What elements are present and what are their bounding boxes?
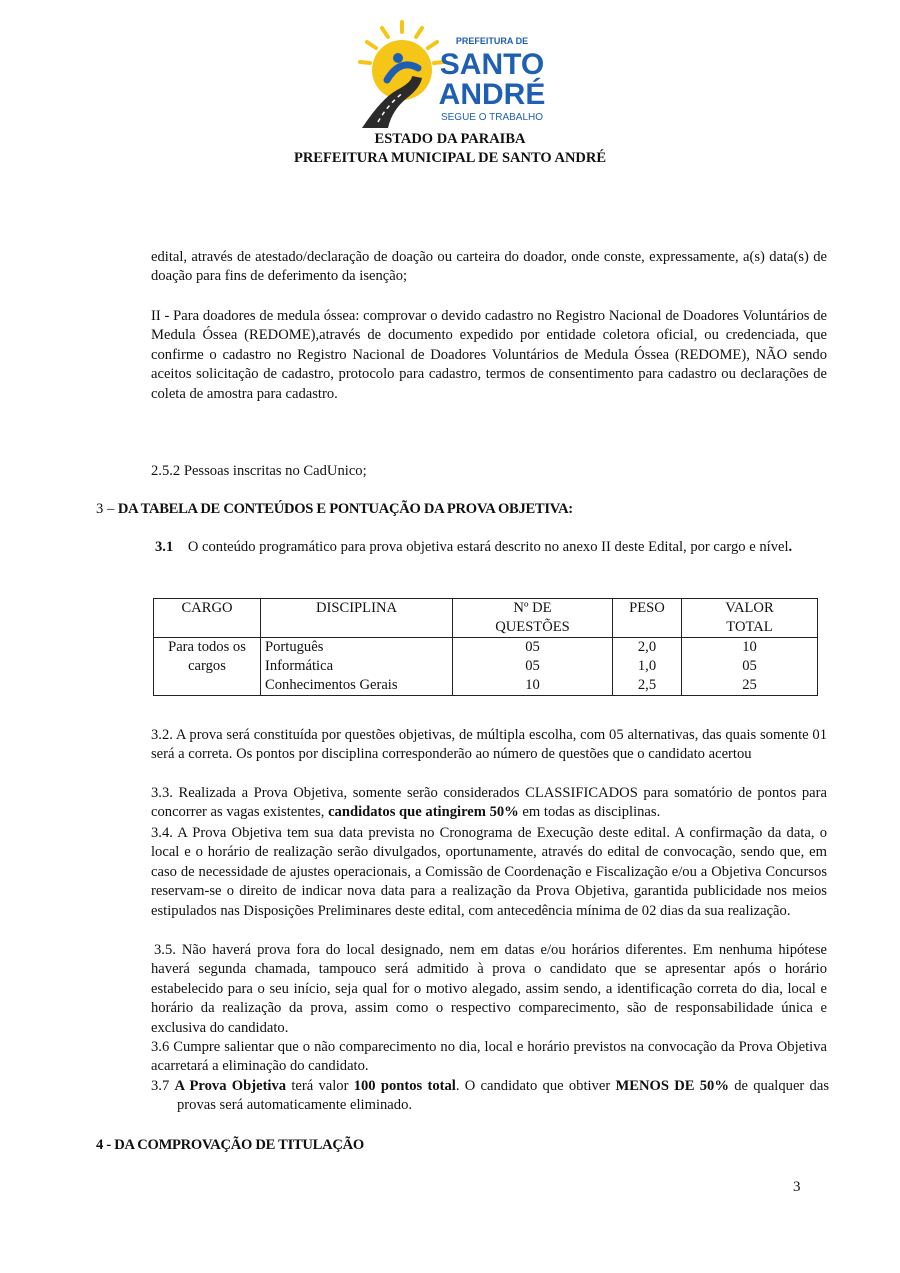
header-questoes-line2: QUESTÕES	[495, 619, 570, 635]
item-3-7-bold-e: MENOS DE 50%	[615, 1078, 729, 1094]
peso-2: 1,0	[637, 658, 657, 674]
paragraph-bone-marrow: II - Para doadores de medula óssea: comprovar o devido cadastro no Registro Nacional de Doadores Voluntários de Medula Óssea (REDOME),através de documento expedido por entidade coletora oficial, ou credenciada, que confirme o cadastro no Registro Nacional de Doadores Voluntários de Medula Óssea (REDOME), NÃO sendo aceitos solicitação de cadastro, protocolo para cadastro, termos de consentimento para cadastro ou declarações de coleta de amostra para cadastro.	[151, 308, 827, 402]
logo-slogan: SEGUE O TRABALHO	[440, 112, 544, 123]
disciplina-2: Informática	[265, 658, 334, 674]
item-3-7-bold-a: A Prova Objetiva	[174, 1078, 287, 1094]
logo-name-line2: ANDRÉ	[438, 78, 546, 111]
item-3-3-end: em todas as disciplinas.	[518, 804, 661, 821]
item-3-1	[155, 538, 827, 557]
header-valor-line1: VALOR	[725, 600, 774, 616]
section-3-heading	[96, 500, 573, 519]
table-row	[154, 638, 818, 696]
paragraph-donation-proof: edital, através de atestado/declaração de doação ou carteira do doador, onde conste, expressamente, a(s) data(s) de doação para fins de deferimento da isenção;	[151, 249, 827, 285]
cell-valor	[682, 638, 818, 696]
header-disciplina: DISCIPLINA	[261, 599, 453, 638]
page-number: 3	[793, 1179, 801, 1195]
valor-2: 05	[742, 658, 757, 674]
section-4-heading	[96, 1136, 364, 1155]
item-3-1-number: 3.1	[155, 539, 174, 555]
valor-3: 25	[742, 677, 757, 693]
peso-1: 2,0	[637, 639, 657, 655]
section-3-title: DA TABELA DE CONTEÚDOS E PONTUAÇÃO DA PROVA OBJETIVA:	[117, 501, 573, 517]
item-3-4: 3.4. A Prova Objetiva tem sua data prevista no Cronograma de Execução deste edital. A confirmação da data, o local e o horário de realização serão divulgados, oportunamente, através do edital de convocação, sendo que, em caso de necessidade de ajustes operacionais, a Comissão de Coordenação e Fiscalização e/ou a Objetiva Concursos reservam-se o direito de indicar nova data para a realização da Prova Objetiva, garantida publicidade nos meios estipulados nas Disposições Preliminares deste edital, com antecedência mínima de 02 dias da sua realização.	[151, 825, 827, 919]
table-header-row	[154, 599, 818, 638]
item-3-5: 3.5. Não haverá prova fora do local designado, nem em datas e/ou horários diferentes. Em nenhuma hipótese haverá segunda chamada, tampouco será admitido à prova o candidato que se apresentar após o horário estabelecido para o seu início, seja qual for o motivo alegado, assim sendo, a identificação correta do dia, local e horário da realização da prova, assim como o respectivo comparecimento, são de responsabilidade única e exclusiva do candidato.	[151, 942, 827, 1036]
item-3-7	[151, 1077, 829, 1116]
item-3-1-text: O conteúdo programático para prova objetiva estará descrito no anexo II deste Edital, por cargo e nível	[187, 539, 789, 555]
city-hall-header: PREFEITURA MUNICIPAL DE SANTO ANDRÉ	[293, 150, 607, 166]
header-questoes	[453, 599, 613, 638]
item-3-2: 3.2. A prova será constituída por questões objetivas, de múltipla escolha, com 05 alternativas, das quais somente 01 será a correta. Os pontos por disciplina corresponderão ao número de questões que o candidato acertou	[151, 727, 827, 763]
logo-top-text: PREFEITURA DE	[455, 36, 529, 46]
header-valor	[682, 599, 818, 638]
santo-andre-logo	[352, 18, 562, 130]
item-3-3-text: 3.3. Realizada a Prova Objetiva, somente serão considerados CLASSIFICADOS para somatório de pontos para concorrer as vagas existentes,	[151, 785, 827, 821]
header-questoes-line1: Nº DE	[513, 600, 552, 616]
item-3-3	[151, 784, 827, 823]
header-peso: PESO	[613, 599, 682, 638]
questoes-2: 05	[525, 658, 540, 674]
cell-cargo: Para todos os cargos	[154, 638, 261, 696]
item-3-7-text-d: . O candidato que obtiver	[455, 1078, 616, 1094]
peso-3: 2,5	[637, 677, 657, 693]
item-3-7-number: 3.7	[151, 1078, 175, 1094]
questoes-1: 05	[525, 639, 540, 655]
item-3-7-text-b: terá valor	[286, 1078, 354, 1094]
header-cargo: CARGO	[154, 599, 261, 638]
valor-1: 10	[742, 639, 757, 655]
item-3-7-text-f: de qualquer das provas será automaticamente eliminado.	[177, 1078, 830, 1114]
cell-disciplinas	[261, 638, 453, 696]
item-3-3-bold: candidatos que atingirem 50%	[328, 804, 519, 821]
item-3-1-end: .	[788, 539, 793, 555]
scoring-table	[153, 598, 818, 696]
questoes-3: 10	[525, 677, 540, 693]
cell-questoes	[453, 638, 613, 696]
disciplina-1: Português	[265, 639, 324, 655]
cell-peso	[613, 638, 682, 696]
item-3-7-bold-c: 100 pontos total	[353, 1078, 456, 1094]
paragraph-cadunico: 2.5.2 Pessoas inscritas no CadUnico;	[151, 463, 367, 479]
disciplina-3: Conhecimentos Gerais	[265, 677, 398, 693]
section-4-title: 4 - DA COMPROVAÇÃO DE TITULAÇÃO	[96, 1137, 364, 1153]
item-3-6: 3.6 Cumpre salientar que o não comparecimento no dia, local e horário previstos na convocação da Prova Objetiva acarretará a eliminação do candidato.	[151, 1039, 827, 1075]
section-3-prefix: 3 –	[96, 501, 118, 517]
state-header: ESTADO DA PARAIBA	[374, 131, 526, 147]
logo-name-line1: SANTO	[439, 48, 545, 81]
header-valor-line2: TOTAL	[726, 619, 773, 635]
